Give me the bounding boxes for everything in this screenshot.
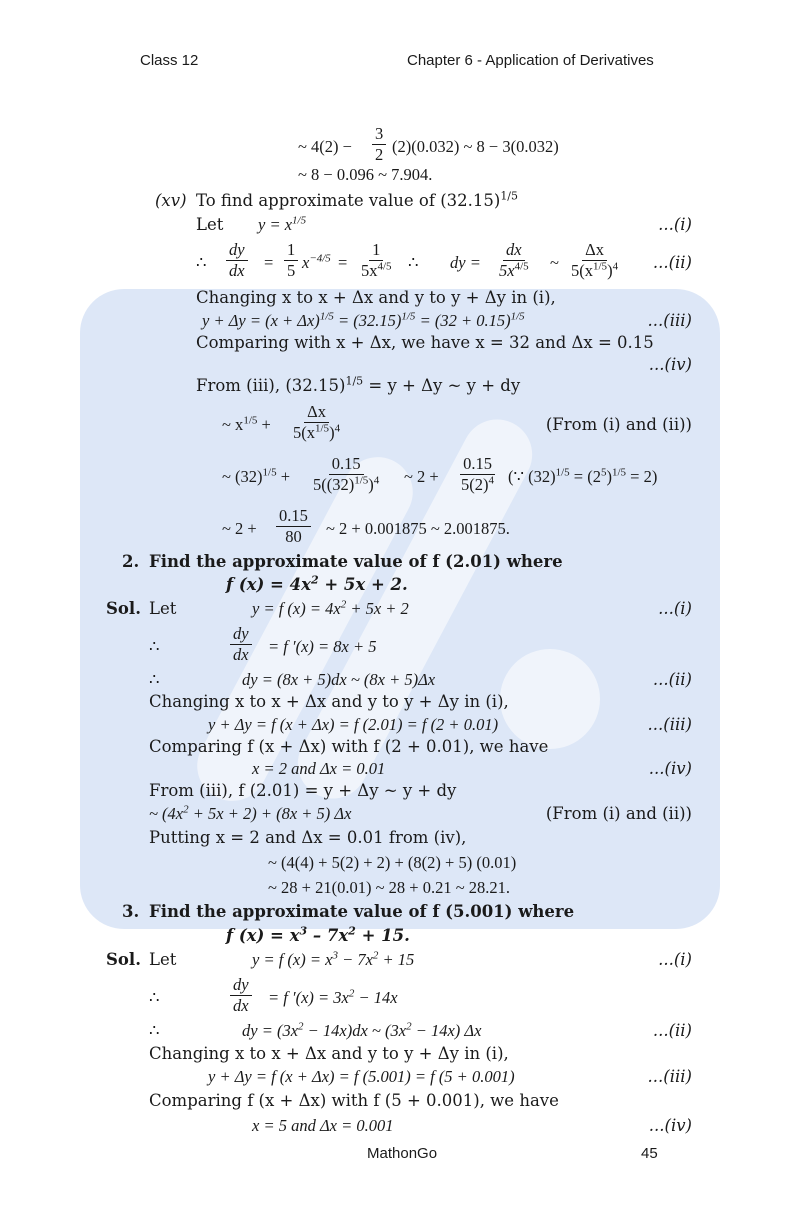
change-line-1: Changing x to x + Δx and y to y + Δy in (i), [196,288,556,307]
let-eq-2: y = f $(x) = 4x^2 + 5x + 2$ [252,598,409,618]
approx-c-b: ~ 2 + 0.001875 ~ 2.001875. [326,519,510,538]
eq-sign-2: = [338,253,348,272]
fraction-1-5: 1 5 [284,240,298,281]
question-2-number: 2. [122,552,140,571]
footer-brand: MathonGo [367,1145,438,1162]
fraction-015-532: 0.15 $5((32)^{1/5})^4$ [313,454,380,494]
calc-2b: ~ 28 + 21(0.01) ~ 28 + 0.21 ~ 28.21. [268,878,511,897]
therefore-2: ∴ [408,253,419,272]
dy-eq-2: dy = (8x + 5)dx ~ (8x + 5)Δx [242,670,436,689]
let-label-3: Let [149,950,177,969]
tag-i-2: ...(i) [658,599,692,618]
line-approx-2: ~ 8 − 0.096 ~ 7.904. [298,165,433,184]
tag-iii-2: ...(iii) [647,715,692,734]
change-line-3: Changing x to x + Δx and y to y + Δy in (i), [149,1044,509,1063]
from-iii-line-2: From (iii), f (2.01) = y + Δy ~ y + dy [149,781,457,800]
approx-c: ~ 2 + [222,519,257,538]
put-line-2: Putting x = 2 and Δx = 0.01 from (iv), [149,828,467,847]
watermark-dot [500,649,600,749]
eq-sign-1: = [264,253,274,272]
tag-iii-1: ...(iii) [647,311,692,330]
fraction-1-5x: 1 $5x^{4/5}$ [361,240,392,280]
f-prime-2: = f ′(x) = 8x + 5 [268,637,377,656]
fraction-dy-dx: dy dx [226,240,248,281]
x-power: $x^{-4/5}$ [302,252,331,272]
let-eq-1: $y = x^{1/5}$ [258,214,307,234]
line-approx-1b: (2)(0.032) ~ 8 − 3(0.032) [392,137,559,156]
question-2-function: f $(x) = 4x^2 + 5x + 2$. [226,573,408,594]
dy-eq-3: dy = $(3x^2 - 14x)dx$ ~ $(3x^2 - 14x)$ Δx [242,1020,482,1040]
fraction-dx-5x: dx $5x^{4/5}$ [499,240,529,280]
tag-iv-2: ...(iv) [648,759,692,778]
approx-b-c: ~ 2 + [404,467,439,486]
question-3-text: Find the approximate value of f (5.001) where [149,902,575,921]
tag-iv-3: ...(iv) [648,1116,692,1135]
x-eq-2: x = 2 and Δx = 0.01 [252,759,386,778]
therefore-4: ∴ [149,670,160,689]
header-class: Class 12 [140,52,199,69]
fraction-015-80: 0.15 80 [276,506,311,547]
dy-eq: dy = [450,253,481,272]
question-3-function: f $(x) = x^3 - 7x^2 + 15$. [226,924,410,945]
tag-iii-3: ...(iii) [647,1067,692,1086]
part-label-xv: (xv) [155,191,187,210]
approx-b-d: (∵ $(32)^{1/5} = (2^5)^{1/5} = 2$) [508,466,658,486]
compare-line-3: Comparing f (x + Δx) with f (5 + 0.001), we have [149,1091,559,1110]
therefore-1: ∴ [196,253,207,272]
tag-ii-1: ...(ii) [652,253,692,272]
fraction-dy-dx-3: dy dx [230,975,252,1016]
from-i-ii-1: (From (i) and (ii)) [545,415,692,434]
part-xv-heading: To find approximate value of $(32.15)^{1/5}$ [196,189,519,210]
approx-b: ~ $(32)^{1/5}$ + [222,466,291,486]
line-approx-1: ~ 4(2) − [298,137,352,156]
approx-2: ~ $(4x^2 + 5x + 2) + (8x + 5)$ Δx [149,803,352,823]
therefore-6: ∴ [149,1021,160,1040]
header-chapter: Chapter 6 - Application of Derivatives [407,52,654,69]
x-eq-3: x = 5 and Δx = 0.001 [252,1116,394,1135]
tag-ii-3: ...(ii) [652,1021,692,1040]
from-i-ii-2: (From (i) and (ii)) [545,804,692,823]
fraction-dy-dx-2: dy dx [230,624,252,665]
approx-sign-1: ~ [550,253,559,272]
tag-i-1: ...(i) [658,215,692,234]
ydy-line-3: y + Δy = f (x + Δx) = f (5.001) = f (5 + 0.001) [208,1067,515,1086]
question-3-number: 3. [122,902,140,921]
tag-iv-1: ...(iv) [648,355,692,374]
sol-label-3: Sol. [106,950,141,969]
approx-a: ~ $x^{1/5}$ + [222,414,271,434]
fraction-dx-5x15-2: Δx $5(x^{1/5})^4$ [293,402,341,442]
compare-line-1: Comparing with x + Δx, we have x = 32 and Δx = 0.15 [196,333,654,352]
sol-label-2: Sol. [106,599,141,618]
page-number: 45 [641,1145,658,1162]
therefore-5: ∴ [149,988,160,1007]
ydy-line-1: $y + \Delta y = (x + \Delta x)^{1/5} = (32.15)^{1/5} = (32 + 0.15)^{1/5}$ [202,310,525,330]
compare-line-2: Comparing f (x + Δx) with f (2 + 0.01), we have [149,737,549,756]
change-line-2: Changing x to x + Δx and y to y + Δy in (i), [149,692,509,711]
tag-ii-2: ...(ii) [652,670,692,689]
fraction-3-2: 3 2 [372,124,386,165]
let-label-2: Let [149,599,177,618]
calc-2a: ~ (4(4) + 5(2) + 2) + (8(2) + 5) (0.01) [268,853,517,872]
tag-i-3: ...(i) [658,950,692,969]
from-iii-line: From (iii), $(32.15)^{1/5} = y + \Delta y$ ~ y + dy [196,374,521,395]
f-prime-3: = f $'(x) = 3x^2 - 14x$ [268,987,398,1007]
fraction-dx-5x15: Δx $5(x^{1/5})^4$ [571,240,619,280]
let-label-1: Let [196,215,224,234]
fraction-015-52: 0.15 $5(2)^4$ [461,454,494,494]
ydy-line-2: y + Δy = f (x + Δx) = f (2.01) = f (2 + 0.01) [208,715,499,734]
therefore-3: ∴ [149,637,160,656]
question-2-text: Find the approximate value of f (2.01) where [149,552,563,571]
let-eq-3: y = f $(x) = x^3 - 7x^2 + 15$ [252,949,415,969]
